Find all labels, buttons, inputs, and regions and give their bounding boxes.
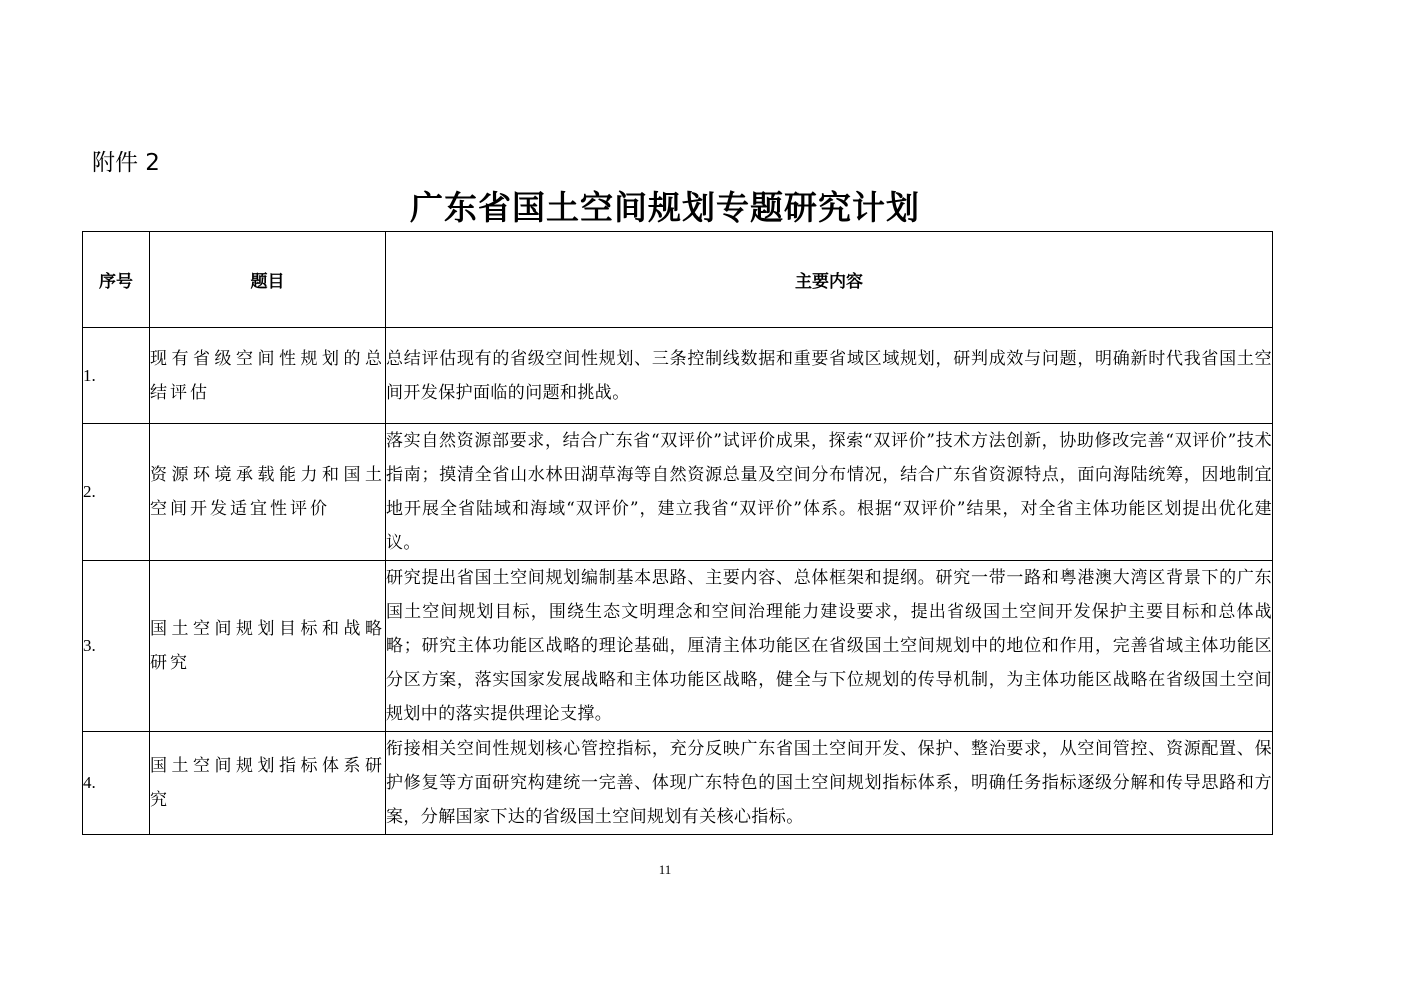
table-row	[83, 561, 1273, 732]
row-topic: 现有省级空间性规划的总结评估	[150, 328, 386, 424]
row-content: 衔接相关空间性规划核心管控指标，充分反映广东省国土空间开发、保护、整治要求，从空间管控、资源配置、保护修复等方面研究构建统一完善、体现广东特色的国土空间规划指标体系，明确任务指标逐级分解和传导思路和方案，分解国家下达的省级国土空间规划有关核心指标。	[386, 732, 1273, 835]
header-topic: 题目	[150, 232, 386, 328]
row-content: 研究提出省国土空间规划编制基本思路、主要内容、总体框架和提纲。研究一带一路和粤港澳大湾区背景下的广东国土空间规划目标，围绕生态文明理念和空间治理能力建设要求，提出省级国土空间开发保护主要目标和总体战略；研究主体功能区战略的理论基础，厘清主体功能区在省级国土空间规划中的地位和作用，完善省域主体功能区分区方案，落实国家发展战略和主体功能区战略，健全与下位规划的传导机制，为主体功能区战略在省级国土空间规划中的落实提供理论支撑。	[386, 561, 1273, 732]
row-content: 总结评估现有的省级空间性规划、三条控制线数据和重要省域区域规划，研判成效与问题，明确新时代我省国土空间开发保护面临的问题和挑战。	[386, 328, 1273, 424]
row-number: 1.	[83, 328, 150, 424]
page-number: 11	[658, 862, 672, 877]
row-number: 4.	[83, 732, 150, 835]
header-main-content: 主要内容	[386, 232, 1273, 328]
research-plan-table	[82, 231, 1273, 835]
row-number: 2.	[83, 424, 150, 561]
row-number: 3.	[83, 561, 150, 732]
table-row	[83, 732, 1273, 835]
header-serial-number: 序号	[83, 232, 150, 328]
row-content: 落实自然资源部要求，结合广东省“双评价”试评价成果，探索“双评价”技术方法创新，协助修改完善“双评价”技术指南；摸清全省山水林田湖草海等自然资源总量及空间分布情况，结合广东省资源特点，面向海陆统筹，因地制宜地开展全省陆域和海域“双评价”，建立我省“双评价”体系。根据“双评价”结果，对全省主体功能区划提出优化建议。	[386, 424, 1273, 561]
row-topic: 国土空间规划目标和战略研究	[150, 561, 386, 732]
document-title: 广东省国土空间规划专题研究计划	[410, 188, 920, 227]
table-header-row	[83, 232, 1273, 328]
table-row	[83, 328, 1273, 424]
table-row	[83, 424, 1273, 561]
row-topic: 资源环境承载能力和国土空间开发适宜性评价	[150, 424, 386, 561]
attachment-label: 附件 2	[92, 150, 160, 176]
row-topic: 国土空间规划指标体系研究	[150, 732, 386, 835]
